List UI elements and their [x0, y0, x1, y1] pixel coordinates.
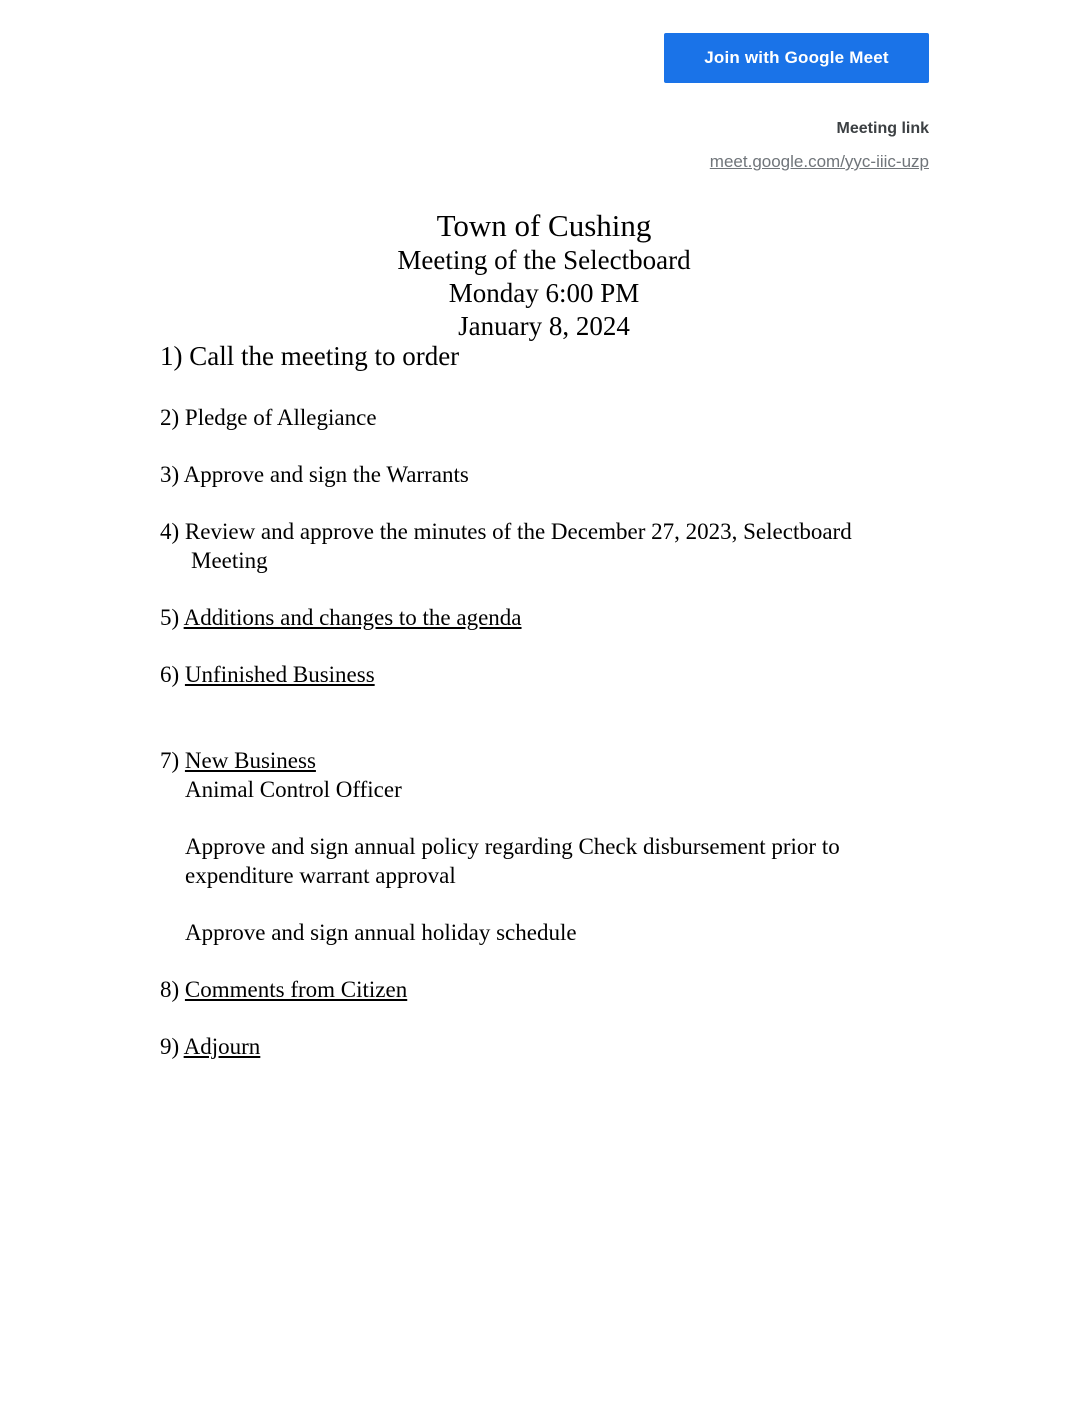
agenda-item-text: Pledge of Allegiance [184, 405, 377, 430]
new-business-subitem-3: Approve and sign annual holiday schedule [185, 920, 577, 945]
agenda-item-text: New Business [184, 748, 316, 773]
join-google-meet-button[interactable]: Join with Google Meet [664, 33, 929, 83]
agenda-item-number: 3) [160, 462, 184, 487]
agenda-item-4-continued: Meeting [191, 548, 268, 573]
new-business-subitem-1: Animal Control Officer [185, 777, 402, 802]
agenda-item-1 [160, 342, 459, 371]
meeting-link-url[interactable]: meet.google.com/yyc-iiic-uzp [709, 152, 929, 171]
document-subtitle: Meeting of the Selectboard [397, 245, 691, 275]
agenda-item-number: 8) [160, 977, 185, 1002]
agenda-item-text: Unfinished Business [184, 662, 375, 687]
agenda-item-number: 1) [160, 341, 190, 371]
agenda-item-text: Approve and sign the Warrants [183, 462, 469, 487]
agenda-item-number: 4) [160, 519, 185, 544]
agenda-item-6 [160, 660, 375, 689]
agenda-item-number: 7) [160, 748, 185, 773]
agenda-item-5 [160, 603, 522, 632]
agenda-item-8 [160, 975, 407, 1004]
agenda-item-number: 5) [160, 605, 184, 630]
agenda-item-number: 2) [160, 405, 185, 430]
agenda-item-text: Review and approve the minutes of the December 27, 2023, Selectboard [184, 519, 852, 544]
document-title: Town of Cushing [436, 208, 652, 243]
agenda-item-7 [160, 746, 316, 775]
agenda-item-2 [160, 403, 377, 432]
agenda-item-text: Additions and changes to the agenda [183, 605, 522, 630]
meeting-link-label: Meeting link [836, 120, 929, 137]
agenda-item-text: Comments from Citizen [184, 977, 408, 1002]
new-business-subitem-2-continued: expenditure warrant approval [185, 863, 456, 888]
agenda-item-number: 6) [160, 662, 185, 687]
agenda-item-4 [160, 517, 852, 546]
agenda-item-text: Adjourn [183, 1034, 261, 1059]
meeting-date: January 8, 2024 [458, 311, 630, 341]
meeting-time: Monday 6:00 PM [448, 278, 640, 308]
agenda-item-number: 9) [160, 1034, 184, 1059]
agenda-item-9 [160, 1032, 260, 1061]
agenda-item-text: Call the meeting to order [189, 341, 460, 371]
agenda-item-3 [160, 460, 469, 489]
new-business-subitem-2: Approve and sign annual policy regarding Check disbursement prior to [185, 834, 840, 859]
